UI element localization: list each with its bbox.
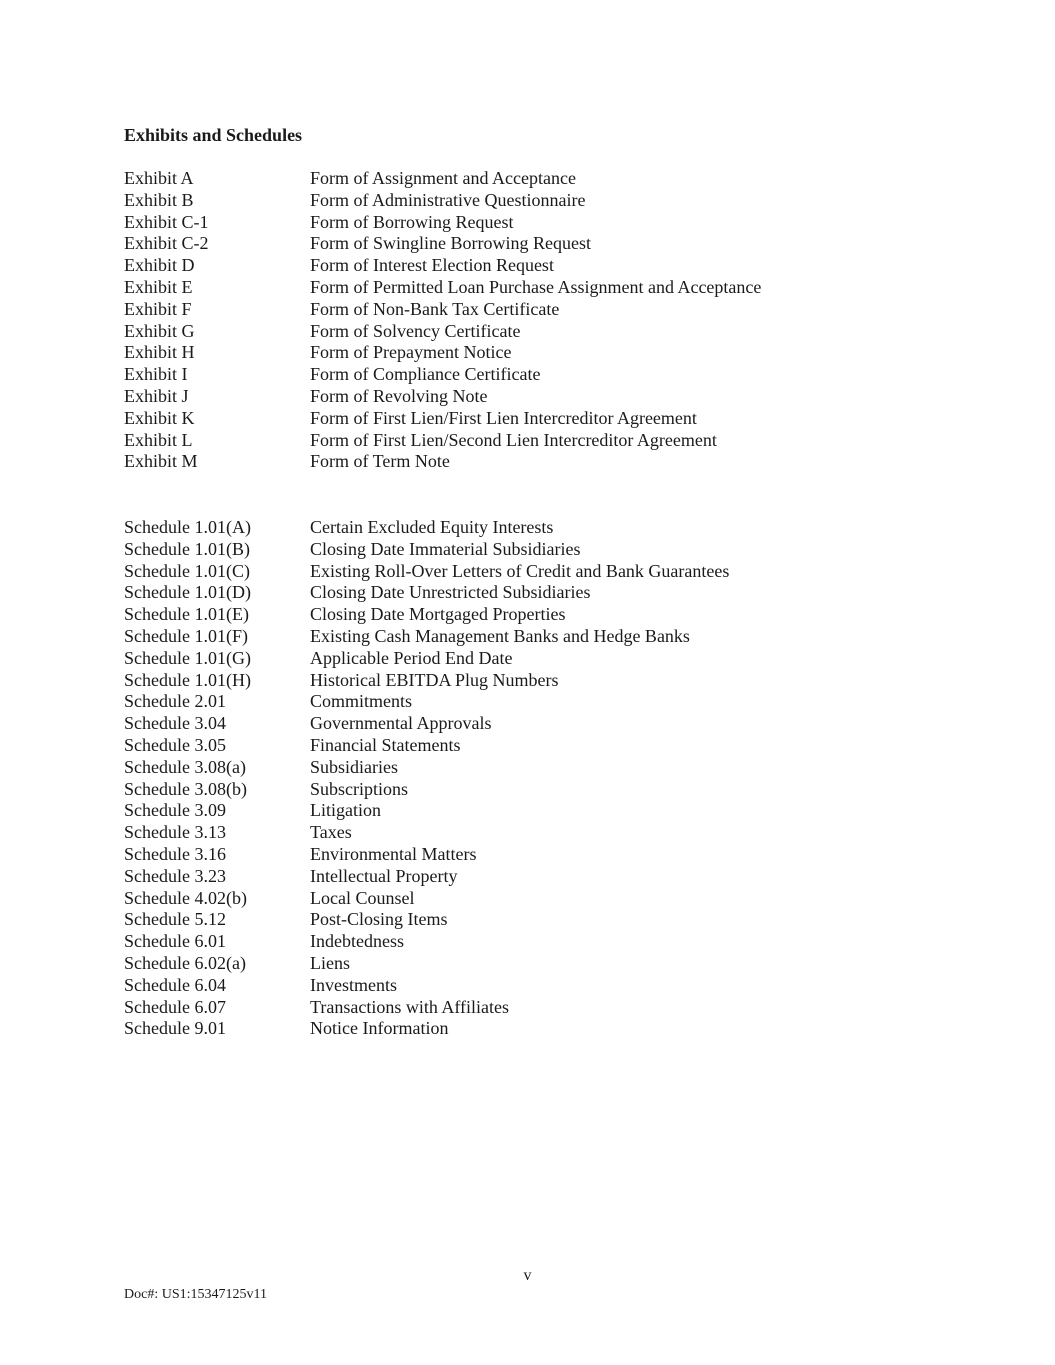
exhibit-entry-description: Form of Solvency Certificate <box>310 320 521 341</box>
exhibit-entry-description: Form of Term Note <box>310 451 450 472</box>
schedule-entry <box>124 822 729 844</box>
exhibit-entry-label: Exhibit B <box>124 189 194 210</box>
schedule-entry <box>124 735 729 757</box>
schedule-entry <box>124 931 729 953</box>
exhibit-entry-label: Exhibit I <box>124 364 188 385</box>
exhibit-entry <box>124 190 761 212</box>
schedule-entry-description: Notice Information <box>310 1018 449 1039</box>
schedule-entry-label: Schedule 3.23 <box>124 865 226 886</box>
exhibit-entry <box>124 277 761 299</box>
schedule-entry-description: Investments <box>310 974 397 995</box>
schedule-entry-label: Schedule 1.01(G) <box>124 647 251 668</box>
exhibit-entry-label: Exhibit J <box>124 385 189 406</box>
exhibit-entry-label: Exhibit F <box>124 298 192 319</box>
schedule-entry <box>124 691 729 713</box>
exhibit-entry-description: Form of Interest Election Request <box>310 255 554 276</box>
exhibit-entry <box>124 321 761 343</box>
exhibit-entry-label: Exhibit M <box>124 451 198 472</box>
schedule-entry-description: Subsidiaries <box>310 756 398 777</box>
schedule-entry-label: Schedule 3.08(b) <box>124 778 247 799</box>
schedule-entry <box>124 997 729 1019</box>
schedule-entry-label: Schedule 1.01(A) <box>124 517 251 537</box>
schedule-entry-label: Schedule 6.04 <box>124 974 226 995</box>
schedule-entry-description: Intellectual Property <box>310 865 458 886</box>
schedule-entry-description: Existing Roll-Over Letters of Credit and Bank Guarantees <box>310 560 730 581</box>
schedule-entry <box>124 539 729 561</box>
schedule-entry-label: Schedule 1.01(F) <box>124 625 248 646</box>
exhibit-entry <box>124 342 761 364</box>
schedule-entry <box>124 713 729 735</box>
schedule-entry-label: Schedule 6.01 <box>124 931 226 952</box>
schedule-entry-description: Local Counsel <box>310 887 415 908</box>
schedule-entry <box>124 779 729 801</box>
exhibit-entry-label: Exhibit D <box>124 255 195 276</box>
schedule-entry <box>124 561 729 583</box>
schedule-entry <box>124 800 729 822</box>
exhibit-entry-description: Form of Prepayment Notice <box>310 342 512 363</box>
schedule-entry <box>124 670 729 692</box>
schedule-entry-label: Schedule 3.09 <box>124 800 226 821</box>
schedule-entry <box>124 844 729 866</box>
schedule-entry <box>124 757 729 779</box>
exhibit-entry-label: Exhibit E <box>124 276 193 297</box>
exhibit-entry <box>124 168 761 190</box>
exhibit-entry-description: Form of First Lien/Second Lien Intercreditor Agreement <box>310 429 717 450</box>
schedule-entry <box>124 517 729 539</box>
exhibit-entry-description: Form of Compliance Certificate <box>310 364 541 385</box>
schedule-entry <box>124 975 729 997</box>
schedule-entry-description: Transactions with Affiliates <box>310 996 509 1017</box>
schedule-entry-label: Schedule 4.02(b) <box>124 887 247 908</box>
schedule-entry-description: Commitments <box>310 691 413 712</box>
exhibit-entry <box>124 408 761 430</box>
schedule-entry-label: Schedule 3.05 <box>124 734 226 755</box>
schedule-entry <box>124 582 729 604</box>
schedule-entry-description: Litigation <box>310 800 381 821</box>
schedule-entry-label: Schedule 1.01(B) <box>124 538 250 559</box>
exhibit-entry-label: Exhibit K <box>124 407 195 428</box>
schedule-entry <box>124 953 729 975</box>
schedule-entry <box>124 626 729 648</box>
page-number: v <box>523 1267 532 1284</box>
schedule-entry-label: Schedule 3.16 <box>124 843 226 864</box>
exhibit-entry <box>124 255 761 277</box>
exhibit-entry-label: Exhibit H <box>124 342 195 363</box>
exhibit-entry-description: Form of Assignment and Acceptance <box>310 168 576 188</box>
exhibit-entry-label: Exhibit C-2 <box>124 233 209 254</box>
schedule-entry <box>124 909 729 931</box>
exhibit-entry <box>124 364 761 386</box>
page-title: Exhibits and Schedules <box>124 125 303 145</box>
exhibit-entry <box>124 233 761 255</box>
schedule-entry-description: Closing Date Immaterial Subsidiaries <box>310 538 581 559</box>
exhibit-entry <box>124 451 761 473</box>
schedule-entry-description: Historical EBITDA Plug Numbers <box>310 669 559 690</box>
schedule-entry-description: Closing Date Unrestricted Subsidiaries <box>310 582 591 603</box>
schedule-entry-description: Liens <box>310 952 350 973</box>
schedule-entry <box>124 604 729 626</box>
exhibit-entry-label: Exhibit G <box>124 320 195 341</box>
exhibit-entry <box>124 299 761 321</box>
schedule-entry-description: Certain Excluded Equity Interests <box>310 517 554 537</box>
exhibit-entry-label: Exhibit A <box>124 168 194 188</box>
schedule-entry-description: Applicable Period End Date <box>310 647 513 668</box>
schedule-entry-description: Governmental Approvals <box>310 713 492 734</box>
exhibit-entry-description: Form of Administrative Questionnaire <box>310 189 586 210</box>
schedule-entry <box>124 888 729 910</box>
exhibit-entry-label: Exhibit C-1 <box>124 211 209 232</box>
schedule-entry-label: Schedule 6.02(a) <box>124 952 246 973</box>
schedule-entry-description: Existing Cash Management Banks and Hedge Banks <box>310 625 690 646</box>
schedule-entry-label: Schedule 5.12 <box>124 909 226 930</box>
schedule-entry-description: Post-Closing Items <box>310 909 448 930</box>
schedule-entry <box>124 1018 729 1040</box>
schedule-entry-description: Indebtedness <box>310 931 404 952</box>
schedule-entry <box>124 648 729 670</box>
schedule-entry-label: Schedule 1.01(H) <box>124 669 251 690</box>
schedule-entry-description: Subscriptions <box>310 778 409 799</box>
schedule-entry-label: Schedule 1.01(C) <box>124 560 250 581</box>
exhibit-list <box>124 168 761 473</box>
exhibit-entry <box>124 430 761 452</box>
exhibit-entry-description: Form of Permitted Loan Purchase Assignment and Acceptance <box>310 276 762 297</box>
schedule-entry-label: Schedule 1.01(D) <box>124 582 251 603</box>
exhibit-entry-description: Form of Borrowing Request <box>310 211 514 232</box>
exhibit-entry-description: Form of Non-Bank Tax Certificate <box>310 298 560 319</box>
schedule-list <box>124 517 729 1040</box>
schedule-entry-label: Schedule 3.08(a) <box>124 756 246 777</box>
schedule-entry-label: Schedule 6.07 <box>124 996 226 1017</box>
document-id: Doc#: US1:15347125v11 <box>124 1287 267 1302</box>
exhibit-entry <box>124 386 761 408</box>
exhibit-entry-description: Form of First Lien/First Lien Intercreditor Agreement <box>310 407 697 428</box>
schedule-entry-label: Schedule 1.01(E) <box>124 604 249 625</box>
schedule-entry-label: Schedule 3.04 <box>124 713 226 734</box>
schedule-entry <box>124 866 729 888</box>
schedule-entry-description: Closing Date Mortgaged Properties <box>310 604 566 625</box>
exhibit-entry <box>124 212 761 234</box>
exhibit-entry-label: Exhibit L <box>124 429 193 450</box>
schedule-entry-description: Taxes <box>310 822 352 843</box>
exhibit-entry-description: Form of Revolving Note <box>310 385 488 406</box>
schedule-entry-label: Schedule 9.01 <box>124 1018 226 1039</box>
exhibit-entry-description: Form of Swingline Borrowing Request <box>310 233 591 254</box>
schedule-entry-description: Financial Statements <box>310 734 461 755</box>
schedule-entry-label: Schedule 2.01 <box>124 691 226 712</box>
schedule-entry-description: Environmental Matters <box>310 843 477 864</box>
schedule-entry-label: Schedule 3.13 <box>124 822 226 843</box>
